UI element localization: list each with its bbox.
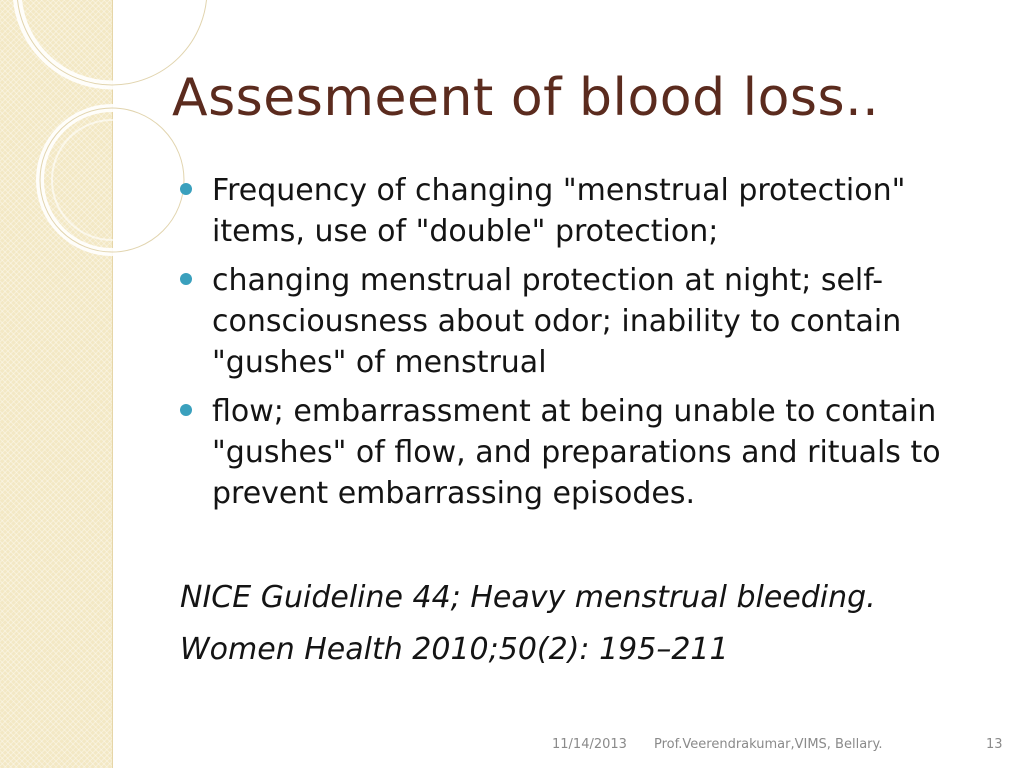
bullet-list	[150, 170, 980, 522]
reference-journal: Women Health 2010;50(2): 195–211	[180, 632, 729, 667]
bullet-text: changing menstrual protection at night; self-consciousness about odor; inability to contain "gushes" of menstrual	[212, 263, 902, 380]
slide-number: 13	[986, 737, 1003, 752]
bullet-dot-icon	[180, 404, 192, 416]
slide-title: Assesmeent of blood loss..	[172, 68, 880, 128]
references	[180, 572, 980, 676]
footer-date: 11/14/2013	[552, 737, 627, 752]
bullet-item	[150, 170, 980, 252]
reference-guideline: NICE Guideline 44; Heavy menstrual bleeding.	[180, 580, 876, 615]
bullet-text: flow; embarrassment at being unable to contain "gushes" of flow, and preparations and rituals to prevent embarrassing episodes.	[212, 394, 941, 511]
bullet-text: Frequency of changing "menstrual protection" items, use of "double" protection;	[212, 173, 906, 249]
bullet-dot-icon	[180, 273, 192, 285]
bullet-item	[150, 260, 980, 383]
bullet-item	[150, 391, 980, 514]
footer-author: Prof.Veerendrakumar,VIMS, Bellary.	[654, 737, 883, 752]
bullet-dot-icon	[180, 183, 192, 195]
